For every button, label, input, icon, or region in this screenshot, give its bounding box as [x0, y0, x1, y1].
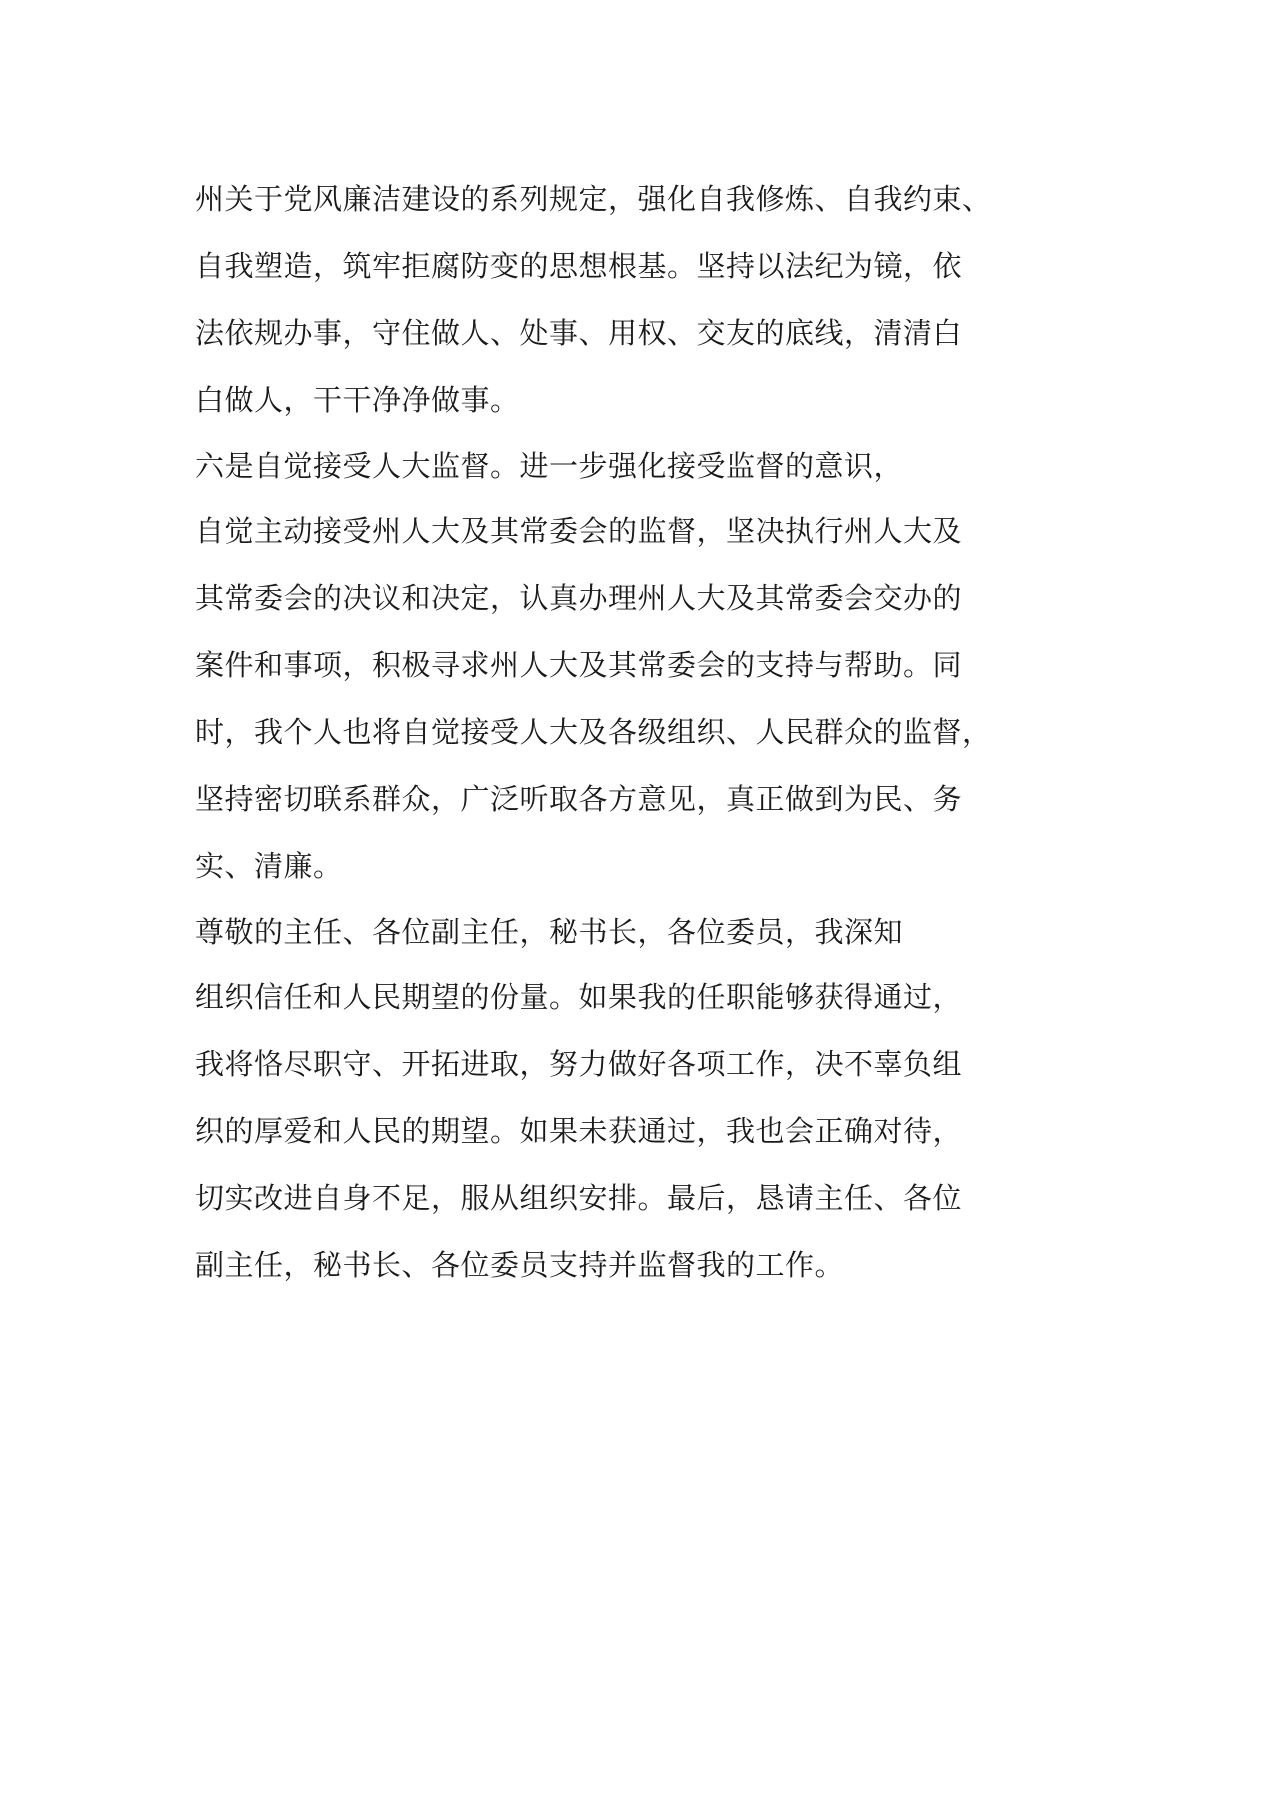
text-line: 其常委会的决议和决定，认真办理州人大及其常委会交办的 — [195, 581, 963, 615]
text-line: 自我塑造，筑牢拒腐防变的思想根基。坚持以法纪为镜，依 — [195, 249, 963, 283]
text-line: 案件和事项，积极寻求州人大及其常委会的支持与帮助。同 — [195, 648, 963, 682]
text-line: 自觉主动接受州人大及其常委会的监督，坚决执行州人大及 — [195, 514, 963, 548]
text-line: 尊敬的主任、各位副主任，秘书长，各位委员，我深知 — [195, 915, 904, 949]
text-line: 副主任，秘书长、各位委员支持并监督我的工作。 — [195, 1248, 845, 1282]
text-line: 织的厚爱和人民的期望。如果未获通过，我也会正确对待， — [195, 1114, 963, 1148]
text-line: 白做人，干干净净做事。 — [195, 383, 520, 417]
text-line: 州关于党风廉洁建设的系列规定，强化自我修炼、自我约束、 — [195, 182, 992, 216]
text-line: 时，我个人也将自觉接受人大及各级组织、人民群众的监督， — [195, 715, 992, 749]
document-body — [195, 166, 1095, 1299]
text-line: 切实改进自身不足，服从组织安排。最后，恳请主任、各位 — [195, 1181, 963, 1215]
text-line: 我将恪尽职守、开拓进取，努力做好各项工作，决不辜负组 — [195, 1047, 963, 1081]
text-line: 坚持密切联系群众，广泛听取各方意见，真正做到为民、务 — [195, 782, 963, 816]
text-line: 六是自觉接受人大监督。进一步强化接受监督的意识， — [195, 449, 904, 483]
text-line: 法依规办事，守住做人、处事、用权、交友的底线，清清白 — [195, 316, 963, 350]
text-line: 组织信任和人民期望的份量。如果我的任职能够获得通过， — [195, 980, 963, 1014]
text-line: 实、清廉。 — [195, 849, 343, 883]
